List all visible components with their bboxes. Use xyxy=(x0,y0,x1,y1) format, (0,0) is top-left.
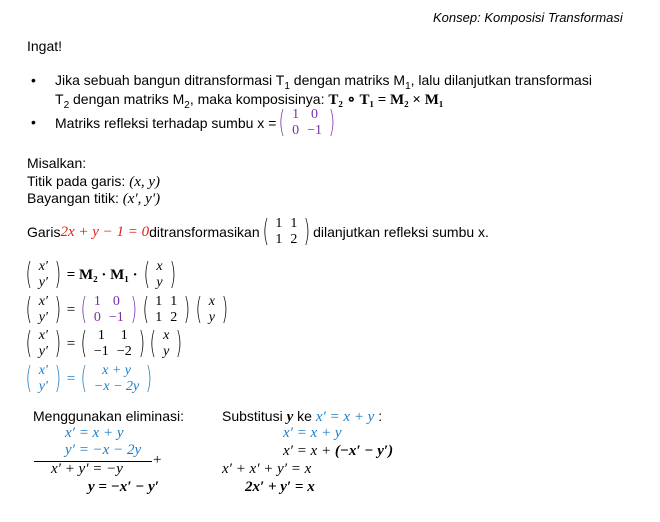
subst-line-3: x′ + x′ + y′ = x xyxy=(222,461,312,477)
bayangan-line: Bayangan titik: (x′, y′) xyxy=(27,190,161,207)
ingat-heading: Ingat! xyxy=(27,38,63,54)
line-equation: 2x + y − 1 = 0 xyxy=(60,223,150,240)
derivation-result: ( x′ y′ ) = ( x + y −x − 2y ) xyxy=(25,361,153,396)
bullet-1-line-2: $T_2$ dengan matriks $M_2$, maka komposisinya: T₂ ∘ T₁ = M₂ × M₁ xyxy=(55,91,444,111)
elim-line-3: x′ + y′ = −y xyxy=(51,461,123,477)
bullet-dot: • xyxy=(31,114,36,130)
derivation-step-3: ( x′ y′ ) = ( 1 1 −1 −2 ) ( x y ) xyxy=(25,326,183,361)
composition-formula: T₂ ∘ T₁ = M₂ × M₁ xyxy=(328,92,444,108)
eliminasi-heading: Menggunakan eliminasi: xyxy=(33,408,184,424)
subst-line-4: 2x′ + y′ = x xyxy=(245,479,315,495)
bullet-1-line-1: Jika sebuah bangun ditransformasi $T_1$ dengan matriks $M_1$, lalu dilanjutkan transformasi xyxy=(55,72,592,92)
titik-line: Titik pada garis: (x, y) xyxy=(27,173,161,190)
elim-plus-sign: + xyxy=(153,452,162,468)
transformation-matrix: ( 1 1 1 2 ) xyxy=(262,214,311,249)
elim-line-1: x′ = x + y xyxy=(65,425,124,441)
elim-line-4: y = −x′ − y′ xyxy=(88,479,159,495)
derivation-step-2: ( x′ y′ ) = ( 1 0 0 −1 ) ( 1 1 1 2 ) ( x y ) xyxy=(25,292,228,327)
subst-line-2: x′ = x + (−x′ − y′) xyxy=(283,443,394,459)
derivation-step-1: ( x′ y′ ) = M₂ · M₁ · ( x y ) xyxy=(25,257,176,292)
concept-title: Konsep: Komposisi Transformasi xyxy=(433,10,623,25)
garis-statement: Garis 2x + y − 1 = 0 ditransformasikan ( 1 1 1 2 ) dilanjutkan refleksi sumbu x. xyxy=(27,214,489,249)
bullet-dot: • xyxy=(31,72,36,88)
reflection-matrix: ( 1 0 0 −1 ) xyxy=(279,105,336,140)
elim-line-2: y′ = −x − 2y xyxy=(65,442,142,458)
subst-line-1: x′ = x + y xyxy=(283,425,342,441)
misalkan-heading: Misalkan: xyxy=(27,155,87,171)
bullet-2: Matriks refleksi terhadap sumbu x = ( 1 0 0 −1 ) xyxy=(55,106,338,140)
substitusi-heading: Substitusi y ke x′ = x + y : xyxy=(222,408,383,425)
